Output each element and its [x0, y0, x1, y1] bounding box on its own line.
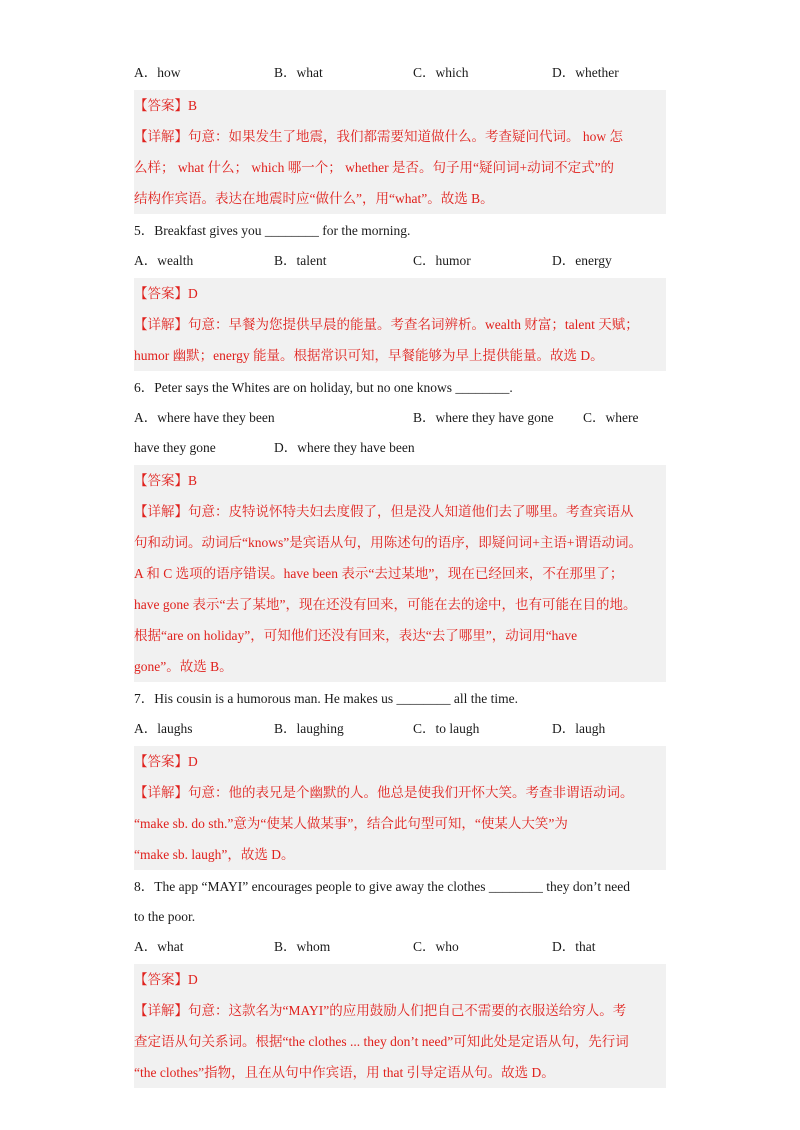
q6-option-d: D．where they have been	[274, 440, 415, 455]
q7-stem: 7．His cousin is a humorous man. He makes us ________ all the time.	[134, 691, 518, 706]
q8-stem-line-2: to the poor.	[134, 909, 196, 924]
q5-option-c: C．humor	[413, 253, 471, 268]
q4-detail-line-3: 结构作宾语。表达在地震时应“做什么”，用“what”。故选 B。	[134, 191, 494, 206]
q7-answer: 【答案】D	[134, 754, 198, 769]
q4-detail-line-2: 么样； what 什么； which 哪一个； whether 是否。句子用“疑问词+动词不定式”的	[134, 160, 615, 175]
q6-detail-line-6: gone”。故选 B。	[134, 659, 233, 674]
q7-detail-line-2: “make sb. do sth.”意为“使某人做某事”，结合此句型可知，“使某人大笑”为	[134, 816, 568, 831]
q8-option-d: D．that	[552, 939, 596, 954]
q8-answer: 【答案】D	[134, 972, 198, 987]
q6-option-b: B．where they have gone	[413, 410, 554, 425]
q6-answer: 【答案】B	[134, 473, 198, 488]
q6-detail-line-1: 【详解】句意：皮特说怀特夫妇去度假了，但是没人知道他们去了哪里。考查宾语从	[134, 504, 634, 519]
q8-option-b: B．whom	[274, 939, 331, 954]
q4-option-b: B．what	[274, 65, 323, 80]
q5-option-a: A．wealth	[134, 253, 194, 268]
q5-options	[134, 246, 666, 276]
q6-answer-box	[134, 465, 666, 682]
q5-detail-line-1: 【详解】句意：早餐为您提供早晨的能量。考查名词辨析。wealth 财富；talent 天赋；	[134, 317, 639, 332]
q6-stem: 6．Peter says the Whites are on holiday, but no one knows ________.	[134, 380, 513, 395]
q5-option-b: B．talent	[274, 253, 327, 268]
q6-detail-line-5: 根据“are on holiday”，可知他们还没有回来，表达“去了哪里”，动词用“have	[134, 628, 578, 643]
q8-stem-line-1: 8．The app “MAYI” encourages people to give away the clothes ________ they don’t need	[134, 879, 630, 894]
q8-detail-line-2: 查定语从句关系词。根据“the clothes ... they don’t need”可知此处是定语从句，先行词	[134, 1034, 629, 1049]
q6-detail-line-3: A 和 C 选项的语序错误。have been 表示“去过某地”，现在已经回来，不在那里了；	[134, 566, 624, 581]
q7-option-c: C．to laugh	[413, 721, 480, 736]
q4-option-c: C．which	[413, 65, 469, 80]
worksheet-page	[134, 58, 666, 1090]
q6-option-a: A．where have they been	[134, 410, 275, 425]
q5-answer-box	[134, 278, 666, 371]
q7-detail-line-3: “make sb. laugh”，故选 D。	[134, 847, 295, 862]
q5-answer: 【答案】D	[134, 286, 198, 301]
q4-option-a: A．how	[134, 65, 181, 80]
q6-detail-line-4: have gone 表示“去了某地”，现在还没有回来，可能在去的途中，也有可能在目的地。	[134, 597, 637, 612]
q6-options-line-1	[134, 403, 666, 433]
q8-options	[134, 932, 666, 962]
q8-detail-line-1: 【详解】句意：这款名为“MAYI”的应用鼓励人们把自己不需要的衣服送给穷人。考	[134, 1003, 627, 1018]
q8-option-c: C．who	[413, 939, 459, 954]
q7-option-b: B．laughing	[274, 721, 344, 736]
q4-detail-line-1: 【详解】句意：如果发生了地震，我们都需要知道做什么。考查疑问代词。 how 怎	[134, 129, 623, 144]
q7-answer-box	[134, 746, 666, 870]
q7-options	[134, 714, 666, 744]
q8-answer-box	[134, 964, 666, 1088]
q6-option-c-rest: have they gone	[134, 440, 216, 455]
q4-options	[134, 58, 666, 88]
q5-detail-line-2: humor 幽默；energy 能量。根据常识可知，早餐能够为早上提供能量。故选 D。	[134, 348, 604, 363]
q6-option-c-part: C．where	[583, 410, 639, 425]
q6-options-line-2	[134, 433, 666, 463]
q7-detail-line-1: 【详解】句意：他的表兄是个幽默的人。他总是使我们开怀大笑。考查非谓语动词。	[134, 785, 634, 800]
q8-detail-line-3: “the clothes”指物，且在从句中作宾语，用 that 引导定语从句。故选 D。	[134, 1065, 555, 1080]
q8-option-a: A．what	[134, 939, 184, 954]
q7-option-d: D．laugh	[552, 721, 606, 736]
q4-option-d: D．whether	[552, 65, 619, 80]
q5-option-d: D．energy	[552, 253, 612, 268]
q4-answer: 【答案】B	[134, 98, 198, 113]
q5-stem: 5．Breakfast gives you ________ for the morning.	[134, 223, 411, 238]
q7-option-a: A．laughs	[134, 721, 193, 736]
q6-detail-line-2: 句和动词。动词后“knows”是宾语从句，用陈述句的语序，即疑问词+主语+谓语动词。	[134, 535, 642, 550]
q4-answer-box	[134, 90, 666, 214]
